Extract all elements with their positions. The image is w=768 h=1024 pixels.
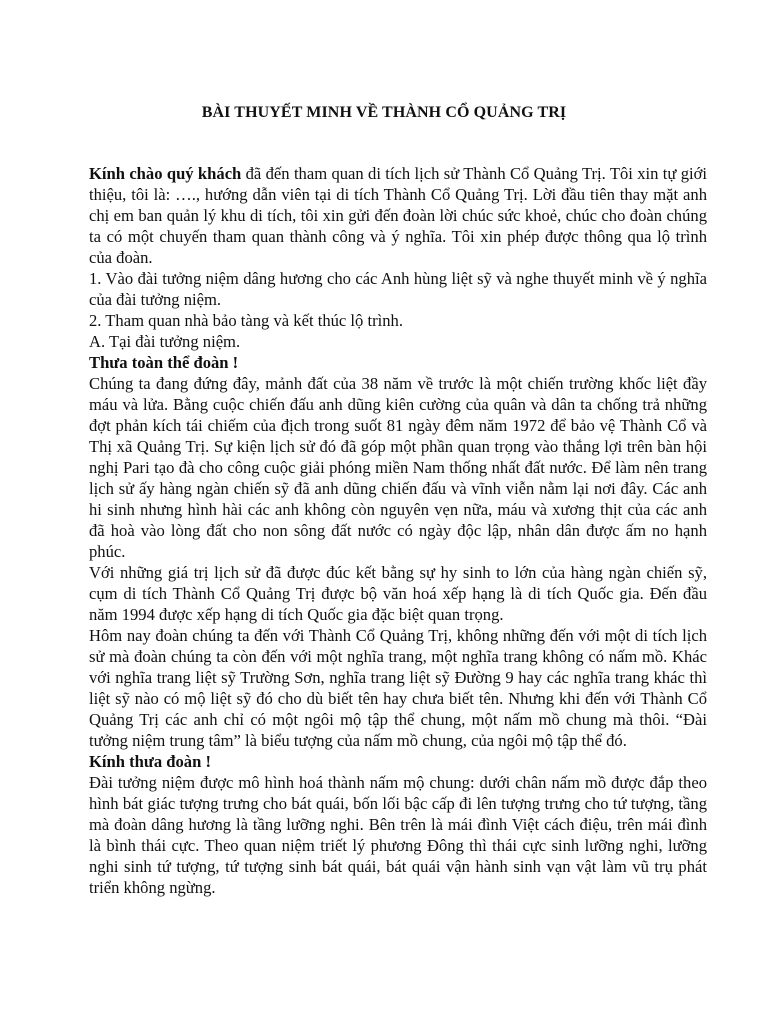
paragraph-2: Với những giá trị lịch sử đã được đúc kết bằng sự hy sinh to lớn của hàng ngàn chiến sỹ, cụm di tích Thành Cổ Quảng Trị được bộ văn hoá xếp hạng là di tích Quốc gia. Đến đầu năm 1994 được xếp hạng di tích Quốc gia đặc biệt quan trọng. (89, 563, 707, 624)
itinerary-item-1: 1. Vào đài tưởng niệm dâng hương cho các Anh hùng liệt sỹ và nghe thuyết minh về ý nghĩa của đài tưởng niệm. (89, 269, 707, 309)
document-body (89, 163, 707, 898)
greeting-text: đã đến tham quan di tích lịch sử Thành Cổ Quảng Trị. Tôi xin tự giới thiệu, tôi là: …., hướng dẫn viên tại di tích Thành Cổ Quảng Trị. Lời đầu tiên thay mặt anh chị em ban quản lý khu di tích, tôi xin gửi đến đoàn lời chúc sức khoẻ, chúc cho đoàn chúng ta có một chuyến tham quan thành công và ý nghĩa. Tôi xin phép được thông qua lộ trình của đoàn. (89, 164, 707, 267)
intro-paragraph (89, 163, 707, 268)
greeting-bold: Kính chào quý khách (89, 164, 242, 183)
heading-kinh-thua-doan: Kính thưa đoàn ! (89, 752, 212, 771)
paragraph-1: Chúng ta đang đứng đây, mảnh đất của 38 năm về trước là một chiến trường khốc liệt đầy máu và lửa. Bằng cuộc chiến đấu anh dũng kiên cường của quân và dân ta chống trả những đợt phản kích tái chiếm của địch trong suốt 81 ngày đêm năm 1972 để bảo vệ Thành Cổ và Thị xã Quảng Trị. Sự kiện lịch sử đó đã góp một phần quan trọng vào thắng lợi trên bàn hội nghị Pari tạo đà cho công cuộc giải phóng miền Nam thống nhất đất nước. Để làm nên trang lịch sử ấy hàng ngàn chiến sỹ đã anh dũng chiến đấu và vĩnh viễn nằm lại nơi đây. Các anh hi sinh nhưng hình hài các anh không còn nguyên vẹn nữa, máu và xương thịt của các anh đã hoà vào lòng đất cho non sông đất nước có ngày độc lập, nhân dân được ấm no hạnh phúc. (89, 374, 707, 561)
heading-thua-toan-the-doan: Thưa toàn thể đoàn ! (89, 353, 239, 372)
paragraph-3: Hôm nay đoàn chúng ta đến với Thành Cổ Quảng Trị, không những đến với một di tích lịch sử mà đoàn chúng ta còn đến với một nghĩa trang, một nghĩa trang không có nấm mồ. Khác với nghĩa trang liệt sỹ Trường Sơn, nghĩa trang liệt sỹ Đường 9 hay các nghĩa trang khác thì liệt sỹ nào có mộ liệt sỹ đó cho dù biết tên hay chưa biết tên. Nhưng khi đến với Thành Cổ Quảng Trị các anh chỉ có một ngôi mộ tập thể chung, một nấm mồ chung mà thôi. “Đài tưởng niệm trung tâm” là biểu tượng của nấm mồ chung, của ngôi mộ tập thể đó. (89, 626, 707, 750)
paragraph-4: Đài tưởng niệm được mô hình hoá thành nấm mộ chung: dưới chân nấm mồ được đắp theo hình bát giác tượng trưng cho bát quái, bốn lối bậc cấp đi lên tượng trưng cho tứ tượng, tầng mà đoàn dâng hương là tầng lưỡng nghi. Bên trên là mái đình Việt cách điệu, trên mái đình là bình thái cực. Theo quan niệm triết lý phương Đông thì thái cực sinh lưỡng nghi, lưỡng nghi sinh tứ tượng, tứ tượng sinh bát quái, bát quái vận hành sinh vạn vật làm vũ trụ phát triển không ngừng. (89, 773, 707, 897)
itinerary-item-2: 2. Tham quan nhà bảo tàng và kết thúc lộ trình. (89, 311, 403, 330)
document-title: BÀI THUYẾT MINH VỀ THÀNH CỔ QUẢNG TRỊ (201, 104, 567, 121)
section-a-heading: A. Tại đài tưởng niệm. (89, 332, 241, 351)
